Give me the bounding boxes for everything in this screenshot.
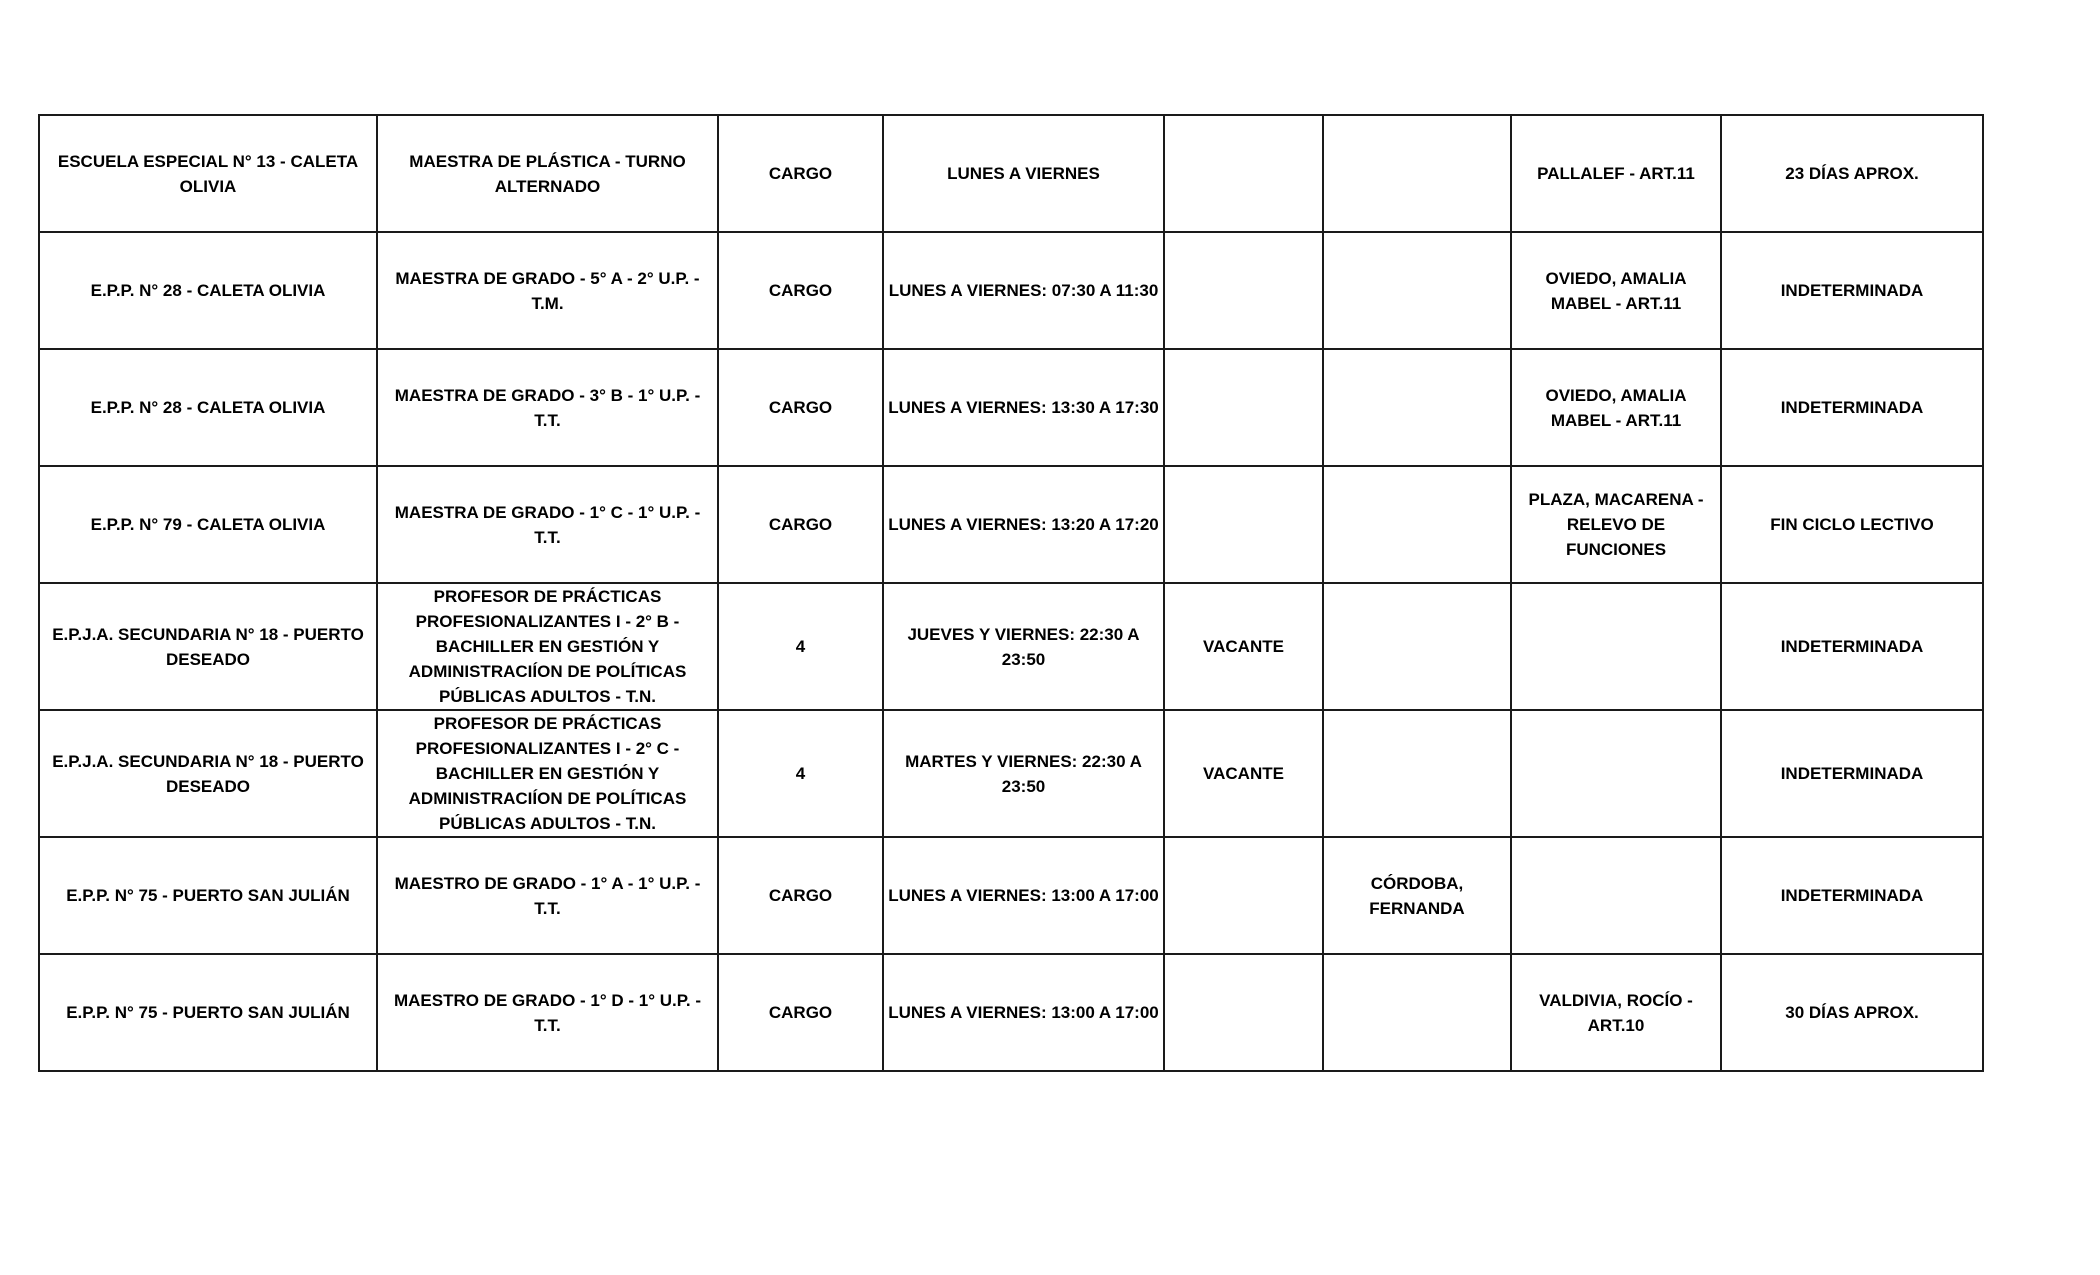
status-cell	[1164, 115, 1323, 232]
position-cell: MAESTRA DE PLÁSTICA - TURNO ALTERNADO	[377, 115, 718, 232]
school-cell: E.P.P. N° 28 - CALETA OLIVIA	[39, 232, 377, 349]
schedule-cell: LUNES A VIERNES	[883, 115, 1164, 232]
replaced-cell: VALDIVIA, ROCÍO - ART.10	[1511, 954, 1721, 1071]
status-cell	[1164, 466, 1323, 583]
type-cell: CARGO	[718, 349, 883, 466]
type-cell: CARGO	[718, 837, 883, 954]
replaced-cell: PLAZA, MACARENA - RELEVO DE FUNCIONES	[1511, 466, 1721, 583]
table-row	[39, 710, 1983, 837]
position-cell: MAESTRO DE GRADO - 1° D - 1° U.P. - T.T.	[377, 954, 718, 1071]
holder-cell	[1323, 710, 1511, 837]
duration-cell: 23 DÍAS APROX.	[1721, 115, 1983, 232]
table-row	[39, 954, 1983, 1071]
schedule-cell: LUNES A VIERNES: 13:20 A 17:20	[883, 466, 1164, 583]
type-cell: 4	[718, 583, 883, 710]
holder-cell	[1323, 466, 1511, 583]
table-row	[39, 232, 1983, 349]
duration-cell: INDETERMINADA	[1721, 232, 1983, 349]
school-cell: E.P.P. N° 28 - CALETA OLIVIA	[39, 349, 377, 466]
table-row	[39, 583, 1983, 710]
duration-cell: INDETERMINADA	[1721, 710, 1983, 837]
replaced-cell	[1511, 837, 1721, 954]
position-cell: MAESTRA DE GRADO - 5° A - 2° U.P. - T.M.	[377, 232, 718, 349]
holder-cell	[1323, 115, 1511, 232]
schedule-cell: LUNES A VIERNES: 13:30 A 17:30	[883, 349, 1164, 466]
schedule-cell: LUNES A VIERNES: 13:00 A 17:00	[883, 837, 1164, 954]
duration-cell: 30 DÍAS APROX.	[1721, 954, 1983, 1071]
type-cell: CARGO	[718, 115, 883, 232]
type-cell: CARGO	[718, 954, 883, 1071]
table-row	[39, 837, 1983, 954]
replaced-cell	[1511, 710, 1721, 837]
schedule-cell: JUEVES Y VIERNES: 22:30 A 23:50	[883, 583, 1164, 710]
holder-cell: CÓRDOBA, FERNANDA	[1323, 837, 1511, 954]
position-cell: PROFESOR DE PRÁCTICAS PROFESIONALIZANTES I - 2° B - BACHILLER EN GESTIÓN Y ADMINISTRACIÍON DE POLÍTICAS PÚBLICAS ADULTOS - T.N.	[377, 583, 718, 710]
position-cell: MAESTRO DE GRADO - 1° A - 1° U.P. - T.T.	[377, 837, 718, 954]
school-cell: E.P.P. N° 79 - CALETA OLIVIA	[39, 466, 377, 583]
position-cell: MAESTRA DE GRADO - 3° B - 1° U.P. - T.T.	[377, 349, 718, 466]
status-cell	[1164, 232, 1323, 349]
type-cell: 4	[718, 710, 883, 837]
replaced-cell: OVIEDO, AMALIA MABEL - ART.11	[1511, 232, 1721, 349]
vacancy-table	[38, 114, 1984, 1072]
status-cell	[1164, 349, 1323, 466]
replaced-cell: OVIEDO, AMALIA MABEL - ART.11	[1511, 349, 1721, 466]
type-cell: CARGO	[718, 232, 883, 349]
school-cell: ESCUELA ESPECIAL N° 13 - CALETA OLIVIA	[39, 115, 377, 232]
schedule-cell: LUNES A VIERNES: 07:30 A 11:30	[883, 232, 1164, 349]
holder-cell	[1323, 954, 1511, 1071]
status-cell	[1164, 837, 1323, 954]
table-row	[39, 115, 1983, 232]
status-cell: VACANTE	[1164, 710, 1323, 837]
holder-cell	[1323, 349, 1511, 466]
table-row	[39, 349, 1983, 466]
duration-cell: INDETERMINADA	[1721, 583, 1983, 710]
position-cell: PROFESOR DE PRÁCTICAS PROFESIONALIZANTES I - 2° C - BACHILLER EN GESTIÓN Y ADMINISTRACIÍON DE POLÍTICAS PÚBLICAS ADULTOS - T.N.	[377, 710, 718, 837]
replaced-cell: PALLALEF - ART.11	[1511, 115, 1721, 232]
type-cell: CARGO	[718, 466, 883, 583]
school-cell: E.P.J.A. SECUNDARIA N° 18 - PUERTO DESEADO	[39, 710, 377, 837]
schedule-cell: MARTES Y VIERNES: 22:30 A 23:50	[883, 710, 1164, 837]
position-cell: MAESTRA DE GRADO - 1° C - 1° U.P. - T.T.	[377, 466, 718, 583]
replaced-cell	[1511, 583, 1721, 710]
table-row	[39, 466, 1983, 583]
holder-cell	[1323, 583, 1511, 710]
school-cell: E.P.J.A. SECUNDARIA N° 18 - PUERTO DESEADO	[39, 583, 377, 710]
status-cell: VACANTE	[1164, 583, 1323, 710]
duration-cell: INDETERMINADA	[1721, 837, 1983, 954]
school-cell: E.P.P. N° 75 - PUERTO SAN JULIÁN	[39, 954, 377, 1071]
duration-cell: INDETERMINADA	[1721, 349, 1983, 466]
school-cell: E.P.P. N° 75 - PUERTO SAN JULIÁN	[39, 837, 377, 954]
duration-cell: FIN CICLO LECTIVO	[1721, 466, 1983, 583]
status-cell	[1164, 954, 1323, 1071]
holder-cell	[1323, 232, 1511, 349]
schedule-cell: LUNES A VIERNES: 13:00 A 17:00	[883, 954, 1164, 1071]
